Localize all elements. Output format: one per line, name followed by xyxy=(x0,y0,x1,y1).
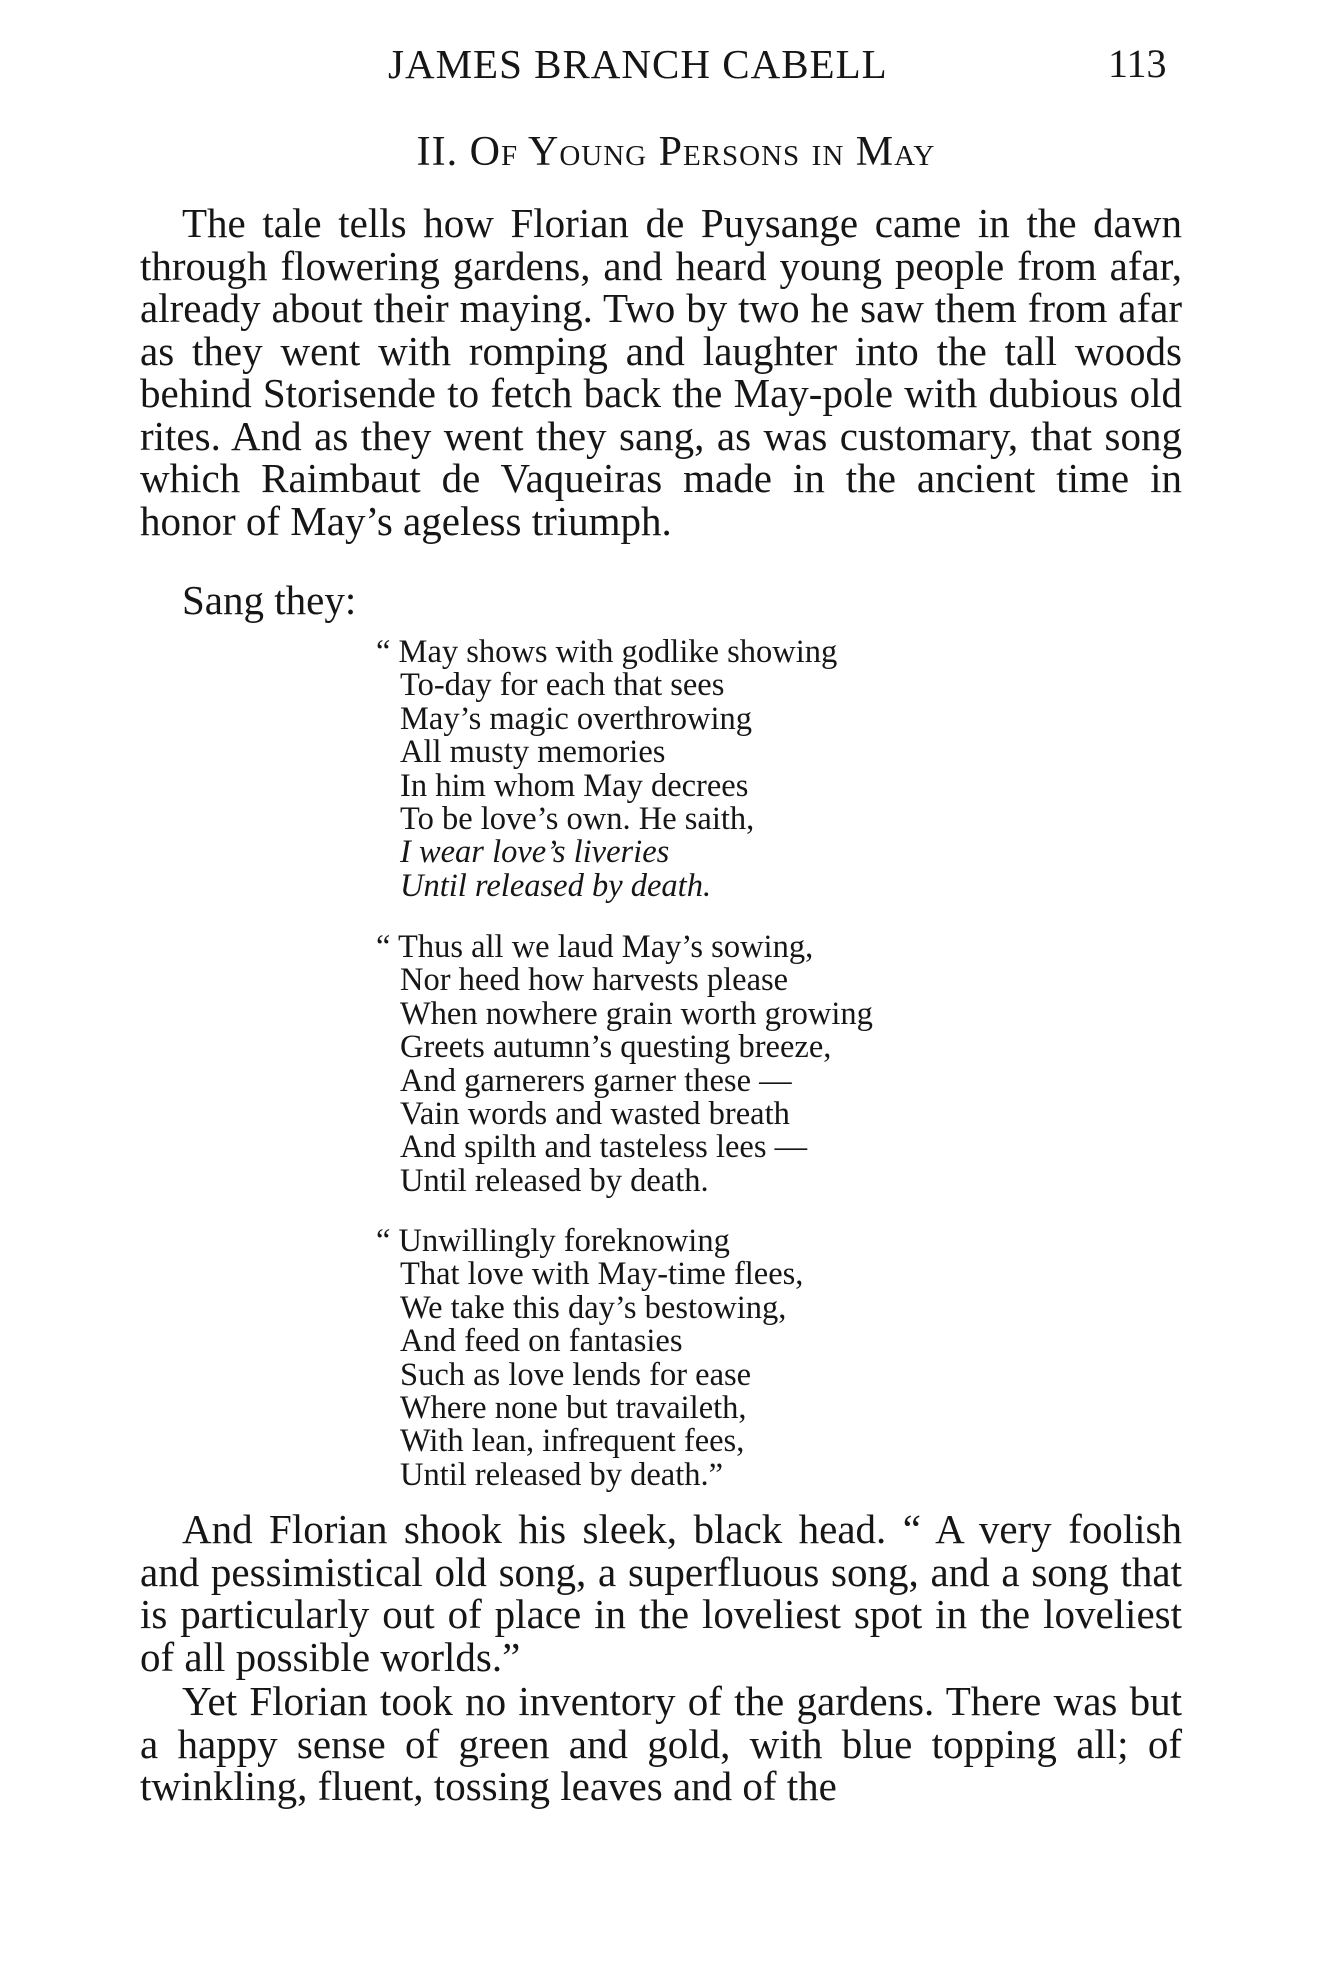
verse-line: May’s magic overthrowing xyxy=(400,700,753,737)
verse-line: “ Unwillingly foreknowing xyxy=(376,1223,730,1259)
poem-stanza-2 xyxy=(376,931,873,1198)
verse-line: Where none but travaileth, xyxy=(400,1390,747,1427)
verse-line: With lean, infrequent fees, xyxy=(400,1423,745,1460)
chapter-heading: II. Of Young Persons in May xyxy=(416,129,936,175)
verse-line: To be love’s own. He saith, xyxy=(400,801,755,838)
verse-line: Vain words and wasted breath xyxy=(400,1096,790,1133)
verse-line: Such as love lends for ease xyxy=(400,1356,752,1393)
poem-stanza-3 xyxy=(376,1225,803,1492)
gardens-paragraph: Yet Florian took no inventory of the gardens. There was but a happy sense of green and gold, with blue topping all; of twinkling, fluent, tossing leaves and of the xyxy=(140,1678,1182,1809)
intro-paragraph-block xyxy=(140,202,1182,542)
verse-line: Greets autumn’s questing breeze, xyxy=(400,1029,832,1066)
verse-line: When nowhere grain worth growing xyxy=(400,995,873,1032)
verse-line: Nor heed how harvests please xyxy=(400,962,789,999)
verse-line: And feed on fantasies xyxy=(400,1323,683,1360)
verse-line: “ Thus all we laud May’s sowing, xyxy=(376,929,814,965)
running-title: JAMES BRANCH CABELL xyxy=(388,41,888,87)
page-number: 113 xyxy=(1108,41,1167,86)
running-head xyxy=(0,34,1322,94)
verse-line: That love with May-time flees, xyxy=(400,1256,804,1293)
verse-line-italic: I wear love’s liveries xyxy=(400,834,670,871)
verse-line: Until released by death. xyxy=(400,1162,709,1199)
florian-reply-paragraph: And Florian shook his sleek, black head. “ A very foolish and pessimistical old song, a superfluous song, and a song that is particularly out of place in the loveliest spot in the loveliest of all possible worlds.” xyxy=(140,1506,1182,1680)
verse-line: All musty memories xyxy=(400,734,666,771)
verse-line: We take this day’s bestowing, xyxy=(400,1289,787,1326)
intro-paragraph: The tale tells how Florian de Puysange came in the dawn through flowering gardens, and heard young people from afar, already about their maying. Two by two he saw them from afar as they went with romping and laughter into the tall woods behind Storisende to fetch back the May-pole with dubious old rites. And as they went they sang, as was customary, that song which Raimbaut de Vaqueiras made in the ancient time in honor of May’s ageless triumph. xyxy=(140,200,1182,544)
sang-line: Sang they: xyxy=(182,577,357,623)
verse-line: Until released by death.” xyxy=(400,1456,724,1493)
outro-paragraphs xyxy=(140,1508,1182,1808)
verse-line-italic: Until released by death. xyxy=(400,867,712,904)
verse-line: To-day for each that sees xyxy=(400,667,725,704)
verse-line: In him whom May decrees xyxy=(400,767,749,804)
verse-line: “ May shows with godlike showing xyxy=(376,634,838,670)
verse-line: And garnerers garner these — xyxy=(400,1062,792,1099)
poem-stanza-1 xyxy=(376,636,837,903)
verse-line: And spilth and tasteless lees — xyxy=(400,1129,808,1166)
